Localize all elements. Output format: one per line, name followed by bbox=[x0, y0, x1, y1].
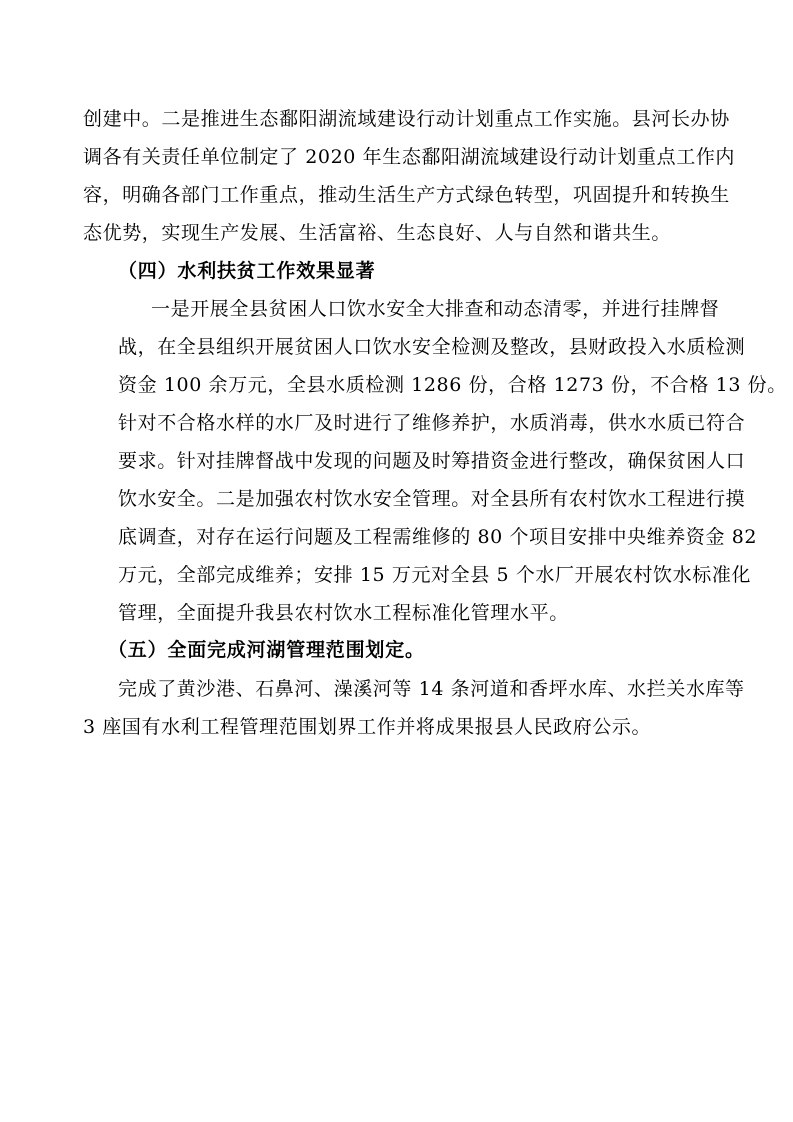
paragraph-line: 完成了黄沙港、石鼻河、澡溪河等 14 条河道和香坪水库、水拦关水库等 bbox=[118, 678, 745, 700]
paragraph-line: 底调查，对存在运行问题及工程需维修的 80 个项目安排中央维养资金 82 bbox=[118, 526, 758, 548]
section-heading-5: （五）全面完成河湖管理范围划定。 bbox=[108, 639, 425, 661]
paragraph-line: 态优势，实现生产发展、生活富裕、生态良好、人与自然和谐共生。 bbox=[83, 222, 672, 244]
paragraph-line: 容，明确各部门工作重点，推动生活生产方式绿色转型，巩固提升和转换生 bbox=[83, 184, 730, 206]
paragraph-line: 万元，全部完成维养；安排 15 万元对全县 5 个水厂开展农村饮水标准化 bbox=[118, 564, 752, 586]
paragraph-line: 战，在全县组织开展贫困人口饮水安全检测及整改，县财政投入水质检测 bbox=[118, 336, 746, 358]
paragraph-line: 针对不合格水样的水厂及时进行了维修养护，水质消毒，供水水质已符合 bbox=[118, 412, 746, 434]
paragraph-line: 资金 100 余万元，全县水质检测 1286 份，合格 1273 份，不合格 13 份。 bbox=[118, 374, 787, 396]
paragraph-line: 饮水安全。二是加强农村饮水安全管理。对全县所有农村饮水工程进行摸 bbox=[118, 488, 746, 510]
paragraph-line: 一是开展全县贫困人口饮水安全大排查和动态清零，并进行挂牌督 bbox=[151, 298, 720, 320]
paragraph-line: 3 座国有水利工程管理范围划界工作并将成果报县人民政府公示。 bbox=[83, 716, 652, 738]
paragraph-line: 创建中。二是推进生态鄱阳湖流域建设行动计划重点工作实施。县河长办协 bbox=[83, 108, 730, 130]
paragraph-line: 要求。针对挂牌督战中发现的问题及时筹措资金进行整改，确保贫困人口 bbox=[118, 450, 746, 472]
section-heading-4: （四）水利扶贫工作效果显著 bbox=[118, 260, 376, 282]
paragraph-line: 调各有关责任单位制定了 2020 年生态鄱阳湖流域建设行动计划重点工作内 bbox=[83, 146, 736, 168]
paragraph-line: 管理，全面提升我县农村饮水工程标准化管理水平。 bbox=[118, 602, 569, 624]
